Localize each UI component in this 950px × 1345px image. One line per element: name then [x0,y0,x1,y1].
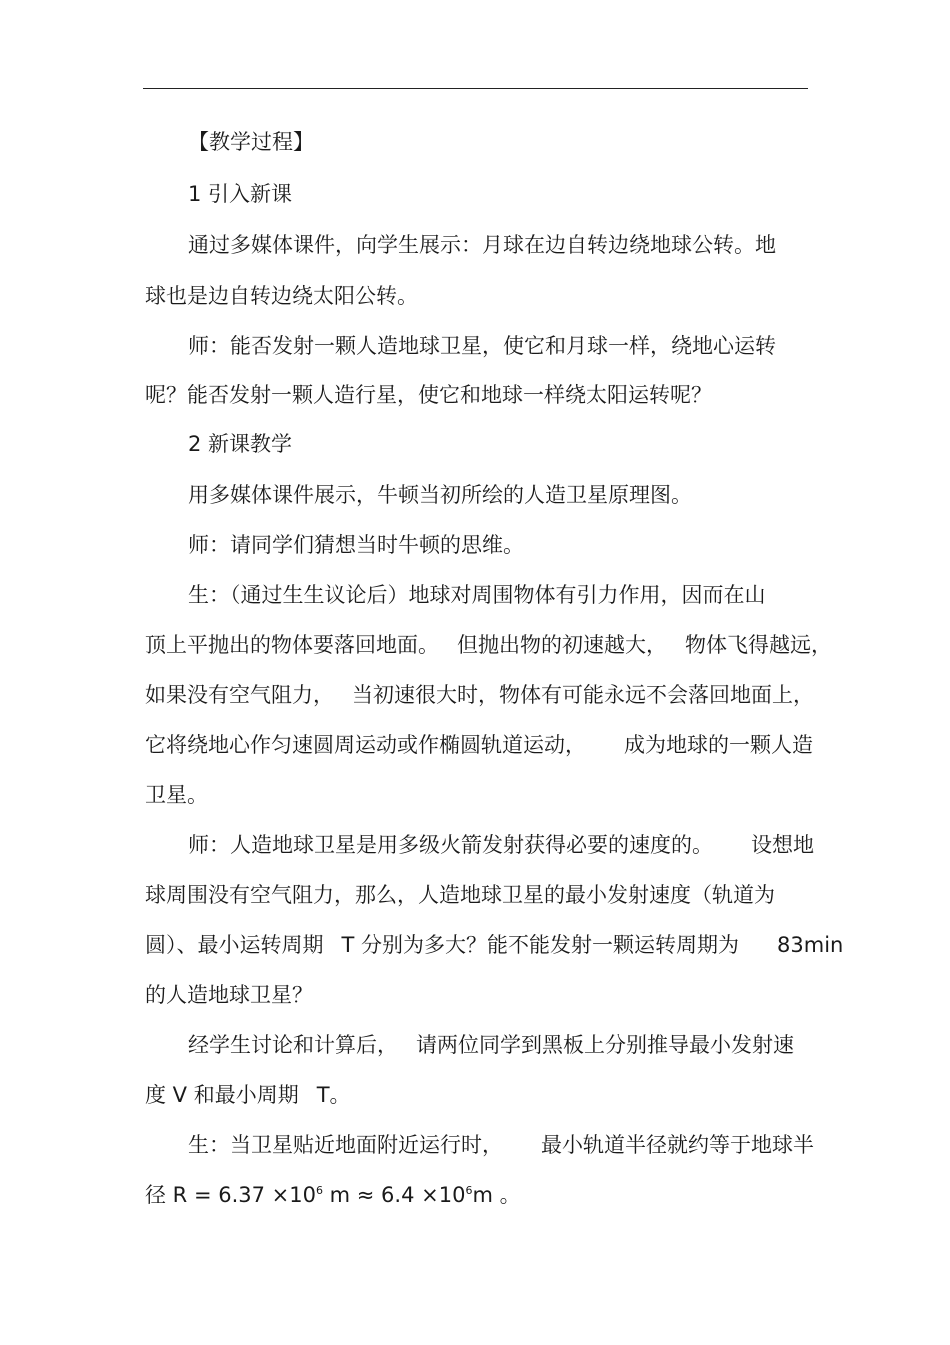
paragraph-line: 师：请同学们猜想当时牛顿的思维。 [188,533,524,557]
section-heading: 【教学过程】 [188,130,314,154]
paragraph-line: 卫星。 [145,783,208,807]
header-rule [143,88,808,89]
paragraph-line: 用多媒体课件展示，牛顿当初所绘的人造卫星原理图。 [188,483,692,507]
subsection-heading: 2 新课教学 [188,432,293,456]
paragraph-line: 的人造地球卫星？ [145,983,313,1007]
paragraph-line: 顶上平抛出的物体要落回地面。 但抛出物的初速越大， 物体飞得越远， [145,633,832,657]
paragraph-line: 球也是边自转边绕太阳公转。 [145,284,418,308]
paragraph-line: 球周围没有空气阻力，那么，人造地球卫星的最小发射速度（轨道为 [145,883,775,907]
paragraph-line: 生：当卫星贴近地面附近运行时， 最小轨道半径就约等于地球半 [188,1133,814,1157]
exponent: 6 [315,1184,323,1197]
paragraph-line: 经学生讨论和计算后， 请两位同学到黑板上分别推导最小发射速 [188,1033,794,1057]
paragraph-line: 师：能否发射一颗人造地球卫星，使它和月球一样，绕地心运转 [188,334,776,358]
paragraph-line: 圆）、最小运转周期 T 分别为多大？能不能发射一颗运转周期为 83min [145,933,844,957]
subsection-heading: 1 引入新课 [188,182,293,206]
paragraph-line: 师：人造地球卫星是用多级火箭发射获得必要的速度的。 设想地 [188,833,814,857]
paragraph-line: 呢？能否发射一颗人造行星，使它和地球一样绕太阳运转呢？ [145,383,712,407]
paragraph-line: 如果没有空气阻力， 当初速很大时，物体有可能永远不会落回地面上， [145,683,814,707]
paragraph-line: 它将绕地心作匀速圆周运动或作椭圆轨道运动， 成为地球的一颗人造 [145,733,813,757]
formula-line: 径 $R = 6.37 \times 10^6$ $m \approx 6.4 \times 10^6m$ 。 [145,1183,521,1207]
paragraph-line: 生：（通过生生议论后）地球对周围物体有引力作用，因而在山 [188,583,766,607]
exponent: 6 [465,1184,473,1197]
paragraph-line: 度 V 和最小周期 T。 [145,1083,351,1107]
paragraph-line: 通过多媒体课件，向学生展示：月球在边自转边绕地球公转。地 [188,233,776,257]
